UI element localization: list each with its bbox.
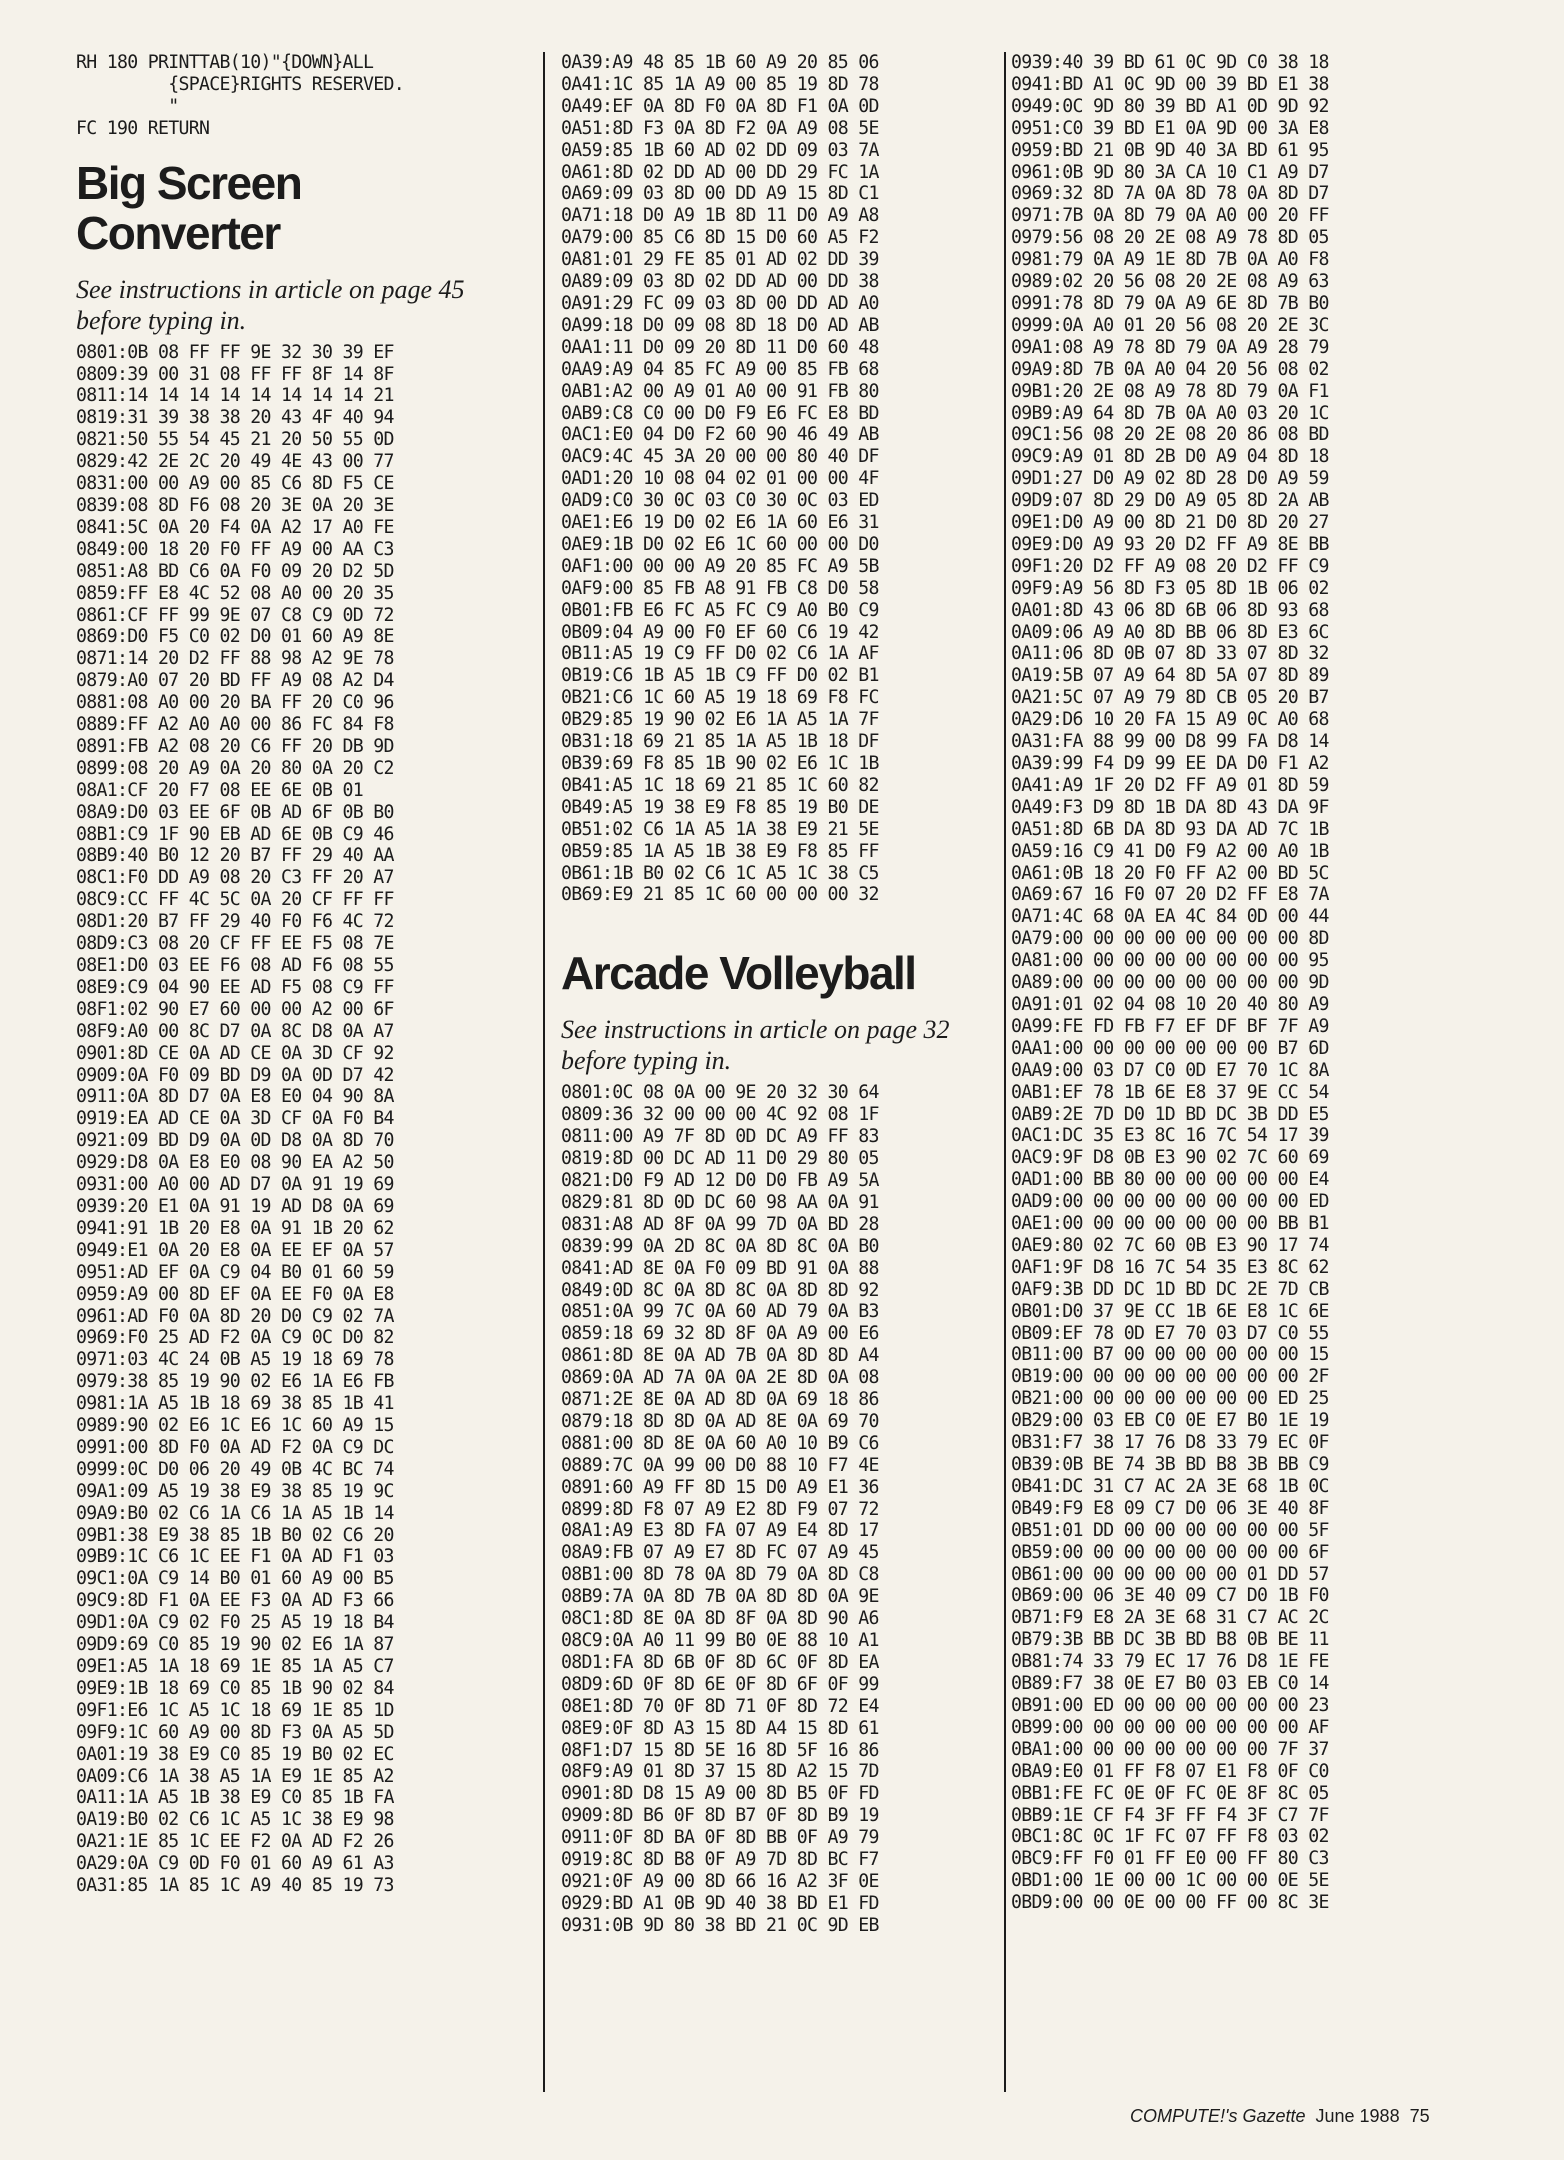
article-title-arcade-volleyball: Arcade Volleyball bbox=[561, 947, 916, 1000]
basic-listing-end: RH 180 PRINTTAB(10)"{DOWN}ALL {SPACE}RIGHTS RESERVED. " FC 190 RETURN bbox=[76, 52, 404, 139]
page-footer bbox=[1130, 2106, 1430, 2127]
hex-listing-big-screen-converter: 0801:0B 08 FF FF 9E 32 30 39 EF 0809:39 00 31 08 FF FF 8F 14 8F 0811:14 14 14 14 14 14 14 14 21 0819:31 39 38 38 20 43 4F 40 94 0821:50 55 54 45 21 20 50 55 0D 0829:42 2E 2C 20 49 4E 43 00 77 0831:00 00 A9 00 85 C6 8D F5 CE 0839:08 8D F6 08 20 3E 0A 20 3E 0841:5C 0A 20 F4 0A A2 17 A0 FE 0849:00 18 20 F0 FF A9 00 AA C3 0851:A8 BD C6 0A F0 09 20 D2 5D 0859:FF E8 4C 52 08 A0 00 20 35 0861:CF FF 99 9E 07 C8 C9 0D 72 0869:D0 F5 C0 02 D0 01 60 A9 8E 0871:14 20 D2 FF 88 98 A2 9E 78 0879:A0 07 20 BD FF A9 08 A2 D4 0881:08 A0 00 20 BA FF 20 C0 96 0889:FF A2 A0 A0 00 86 FC 84 F8 0891:FB A2 08 20 C6 FF 20 DB 9D 0899:08 20 A9 0A 20 80 0A 20 C2 08A1:CF 20 F7 08 EE 6E 0B 01 08A9:D0 03 EE 6F 0B AD 6F 0B B0 08B1:C9 1F 90 EB AD 6E 0B C9 46 08B9:40 B0 12 20 B7 FF 29 40 AA 08C1:F0 DD A9 08 20 C3 FF 20 A7 08C9:CC FF 4C 5C 0A 20 CF FF FF 08D1:20 B7 FF 29 40 F0 F6 4C 72 08D9:C3 08 20 CF FF EE F5 08 7E 08E1:D0 03 EE F6 08 AD F6 08 55 08E9:C9 04 90 EE AD F5 08 C9 FF 08F1:02 90 E7 60 00 00 A2 00 6F 08F9:A0 00 8C D7 0A 8C D8 0A A7 0901:8D CE 0A AD CE 0A 3D CF 92 0909:0A F0 09 BD D9 0A 0D D7 42 0911:0A 8D D7 0A E8 E0 04 90 8A 0919:EA AD CE 0A 3D CF 0A F0 B4 0921:09 BD D9 0A 0D D8 0A 8D 70 0929:D8 0A E8 E0 08 90 EA A2 50 0931:00 A0 00 AD D7 0A 91 19 69 0939:20 E1 0A 91 19 AD D8 0A 69 0941:91 1B 20 E8 0A 91 1B 20 62 0949:E1 0A 20 E8 0A EE EF 0A 57 0951:AD EF 0A C9 04 B0 01 60 59 0959:A9 00 8D EF 0A EE F0 0A E8 0961:AD F0 0A 8D 20 D0 C9 02 7A 0969:F0 25 AD F2 0A C9 0C D0 82 0971:03 4C 24 0B A5 19 18 69 78 0979:38 85 19 90 02 E6 1A E6 FB 0981:1A A5 1B 18 69 38 85 1B 41 0989:90 02 E6 1C E6 1C 60 A9 15 0991:00 8D F0 0A AD F2 0A C9 DC 0999:0C D0 06 20 49 0B 4C BC 74 09A1:09 A5 19 38 E9 38 85 19 9C 09A9:B0 02 C6 1A C6 1A A5 1B 14 09B1:38 E9 38 85 1B B0 02 C6 20 09B9:1C C6 1C EE F1 0A AD F1 03 09C1:0A C9 14 B0 01 60 A9 00 B5 09C9:8D F1 0A EE F3 0A AD F3 66 09D1:0A C9 02 F0 25 A5 19 18 B4 09D9:69 C0 85 19 90 02 E6 1A 87 09E1:A5 1A 18 69 1E 85 1A A5 C7 09E9:1B 18 69 C0 85 1B 90 02 84 09F1:E6 1C A5 1C 18 69 1E 85 1D 09F9:1C 60 A9 00 8D F3 0A A5 5D 0A01:19 38 E9 C0 85 19 B0 02 EC 0A09:C6 1A 38 A5 1A E9 1E 85 A2 0A11:1A A5 1B 38 E9 C0 85 1B FA 0A19:B0 02 C6 1C A5 1C 38 E9 98 0A21:1E 85 1C EE F2 0A AD F2 26 0A29:0A C9 0D F0 01 60 A9 61 A3 0A31:85 1A 85 1C A9 40 85 19 73 bbox=[76, 341, 394, 1897]
page-number: 75 bbox=[1409, 2106, 1430, 2126]
typing-instructions-note: See instructions in article on page 45 before typing in. bbox=[76, 274, 465, 335]
title-line-2: Converter bbox=[76, 206, 280, 259]
typing-instructions-note-2: See instructions in article on page 32 before typing in. bbox=[561, 1015, 950, 1076]
arcade-volleyball-section bbox=[561, 948, 1002, 1936]
column-rule-right bbox=[1004, 52, 1006, 2092]
article-title-big-screen-converter bbox=[76, 158, 528, 258]
column-1 bbox=[76, 52, 528, 1897]
column-2 bbox=[561, 52, 1002, 1937]
hex-listing-arcade-volleyball: 0801:0C 08 0A 00 9E 20 32 30 64 0809:36 32 00 00 00 4C 92 08 1F 0811:00 A9 7F 8D 0D DC A9 FF 83 0819:8D 00 DC AD 11 D0 29 80 05 0821:D0 F9 AD 12 D0 D0 FB A9 5A 0829:81 8D 0D DC 60 98 AA 0A 91 0831:A8 AD 8F 0A 99 7D 0A BD 28 0839:99 0A 2D 8C 0A 8D 8C 0A B0 0841:AD 8E 0A F0 09 BD 91 0A 88 0849:0D 8C 0A 8D 8C 0A 8D 8D 92 0851:0A 99 7C 0A 60 AD 79 0A B3 0859:18 69 32 8D 8F 0A A9 00 E6 0861:8D 8E 0A AD 7B 0A 8D 8D A4 0869:0A AD 7A 0A 0A 2E 8D 0A 08 0871:2E 8E 0A AD 8D 0A 69 18 86 0879:18 8D 8D 0A AD 8E 0A 69 70 0881:00 8D 8E 0A 60 A0 10 B9 C6 0889:7C 0A 99 00 D0 88 10 F7 4E 0891:60 A9 FF 8D 15 D0 A9 E1 36 0899:8D F8 07 A9 E2 8D F9 07 72 08A1:A9 E3 8D FA 07 A9 E4 8D 17 08A9:FB 07 A9 E7 8D FC 07 A9 45 08B1:00 8D 78 0A 8D 79 0A 8D C8 08B9:7A 0A 8D 7B 0A 8D 8D 0A 9E 08C1:8D 8E 0A 8D 8F 0A 8D 90 A6 08C9:0A A0 11 99 B0 0E 88 10 A1 08D1:FA 8D 6B 0F 8D 6C 0F 8D EA 08D9:6D 0F 8D 6E 0F 8D 6F 0F 99 08E1:8D 70 0F 8D 71 0F 8D 72 E4 08E9:0F 8D A3 15 8D A4 15 8D 61 08F1:D7 15 8D 5E 16 8D 5F 16 86 08F9:A9 01 8D 37 15 8D A2 15 7D 0901:8D D8 15 A9 00 8D B5 0F FD 0909:8D B6 0F 8D B7 0F 8D B9 19 0911:0F 8D BA 0F 8D BB 0F A9 79 0919:8C 8D B8 0F A9 7D 8D BC F7 0921:0F A9 00 8D 66 16 A2 3F 0E 0929:BD A1 0B 9D 40 38 BD E1 FD 0931:0B 9D 80 38 BD 21 0C 9D EB bbox=[561, 1082, 879, 1936]
title-line-1: Big Screen bbox=[76, 156, 302, 209]
issue-date: June 1988 bbox=[1315, 2106, 1400, 2126]
column-rule-left bbox=[543, 52, 545, 2092]
publication-name: COMPUTE!'s Gazette bbox=[1130, 2106, 1306, 2126]
column-3 bbox=[1011, 52, 1501, 1914]
hex-listing-big-screen-converter-cont: 0A39:A9 48 85 1B 60 A9 20 85 06 0A41:1C 85 1A A9 00 85 19 8D 78 0A49:EF 0A 8D F0 0A 8D F1 0A 0D 0A51:8D F3 0A 8D F2 0A A9 08 5E 0A59:85 1B 60 AD 02 DD 09 03 7A 0A61:8D 02 DD AD 00 DD 29 FC 1A 0A69:09 03 8D 00 DD A9 15 8D C1 0A71:18 D0 A9 1B 8D 11 D0 A9 A8 0A79:00 85 C6 8D 15 D0 60 A5 F2 0A81:01 29 FE 85 01 AD 02 DD 39 0A89:09 03 8D 02 DD AD 00 DD 38 0A91:29 FC 09 03 8D 00 DD AD A0 0A99:18 D0 09 08 8D 18 D0 AD AB 0AA1:11 D0 09 20 8D 11 D0 60 48 0AA9:A9 04 85 FC A9 00 85 FB 68 0AB1:A2 00 A9 01 A0 00 91 FB 80 0AB9:C8 C0 00 D0 F9 E6 FC E8 BD 0AC1:E0 04 D0 F2 60 90 46 49 AB 0AC9:4C 45 3A 20 00 00 80 40 DF 0AD1:20 10 08 04 02 01 00 00 4F 0AD9:C0 30 0C 03 C0 30 0C 03 ED 0AE1:E6 19 D0 02 E6 1A 60 E6 31 0AE9:1B D0 02 E6 1C 60 00 00 D0 0AF1:00 00 00 A9 20 85 FC A9 5B 0AF9:00 85 FB A8 91 FB C8 D0 58 0B01:FB E6 FC A5 FC C9 A0 B0 C9 0B09:04 A9 00 F0 EF 60 C6 19 42 0B11:A5 19 C9 FF D0 02 C6 1A AF 0B19:C6 1B A5 1B C9 FF D0 02 B1 0B21:C6 1C 60 A5 19 18 69 F8 FC 0B29:85 19 90 02 E6 1A A5 1A 7F 0B31:18 69 21 85 1A A5 1B 18 DF 0B39:69 F8 85 1B 90 02 E6 1C 1B 0B41:A5 1C 18 69 21 85 1C 60 82 0B49:A5 19 38 E9 F8 85 19 B0 DE 0B51:02 C6 1A A5 1A 38 E9 21 5E 0B59:85 1A A5 1B 38 E9 F8 85 FF 0B61:1B B0 02 C6 1C A5 1C 38 C5 0B69:E9 21 85 1C 60 00 00 00 32 bbox=[561, 52, 879, 906]
hex-listing-arcade-volleyball-cont: 0939:40 39 BD 61 0C 9D C0 38 18 0941:BD A1 0C 9D 00 39 BD E1 38 0949:0C 9D 80 39 BD A1 0D 9D 92 0951:C0 39 BD E1 0A 9D 00 3A E8 0959:BD 21 0B 9D 40 3A BD 61 95 0961:0B 9D 80 3A CA 10 C1 A9 D7 0969:32 8D 7A 0A 8D 78 0A 8D D7 0971:7B 0A 8D 79 0A A0 00 20 FF 0979:56 08 20 2E 08 A9 78 8D 05 0981:79 0A A9 1E 8D 7B 0A A0 F8 0989:02 20 56 08 20 2E 08 A9 63 0991:78 8D 79 0A A9 6E 8D 7B B0 0999:0A A0 01 20 56 08 20 2E 3C 09A1:08 A9 78 8D 79 0A A9 28 79 09A9:8D 7B 0A A0 04 20 56 08 02 09B1:20 2E 08 A9 78 8D 79 0A F1 09B9:A9 64 8D 7B 0A A0 03 20 1C 09C1:56 08 20 2E 08 20 86 08 BD 09C9:A9 01 8D 2B D0 A9 04 8D 18 09D1:27 D0 A9 02 8D 28 D0 A9 59 09D9:07 8D 29 D0 A9 05 8D 2A AB 09E1:D0 A9 00 8D 21 D0 8D 20 27 09E9:D0 A9 93 20 D2 FF A9 8E BB 09F1:20 D2 FF A9 08 20 D2 FF C9 09F9:A9 56 8D F3 05 8D 1B 06 02 0A01:8D 43 06 8D 6B 06 8D 93 68 0A09:06 A9 A0 8D BB 06 8D E3 6C 0A11:06 8D 0B 07 8D 33 07 8D 32 0A19:5B 07 A9 64 8D 5A 07 8D 89 0A21:5C 07 A9 79 8D CB 05 20 B7 0A29:D6 10 20 FA 15 A9 0C A0 68 0A31:FA 88 99 00 D8 99 FA D8 14 0A39:99 F4 D9 99 EE DA D0 F1 A2 0A41:A9 1F 20 D2 FF A9 01 8D 59 0A49:F3 D9 8D 1B DA 8D 43 DA 9F 0A51:8D 6B DA 8D 93 DA AD 7C 1B 0A59:16 C9 41 D0 F9 A2 00 A0 1B 0A61:0B 18 20 F0 FF A2 00 BD 5C 0A69:67 16 F0 07 20 D2 FF E8 7A 0A71:4C 68 0A EA 4C 84 0D 00 44 0A79:00 00 00 00 00 00 00 00 8D 0A81:00 00 00 00 00 00 00 00 95 0A89:00 00 00 00 00 00 00 00 9D 0A91:01 02 04 08 10 20 40 80 A9 0A99:FE FD FB F7 EF DF BF 7F A9 0AA1:00 00 00 00 00 00 00 B7 6D 0AA9:00 03 D7 C0 0D E7 70 1C 8A 0AB1:EF 78 1B 6E E8 37 9E CC 54 0AB9:2E 7D D0 1D BD DC 3B DD E5 0AC1:DC 35 E3 8C 16 7C 54 17 39 0AC9:9F D8 0B E3 90 02 7C 60 69 0AD1:00 BB 80 00 00 00 00 00 E4 0AD9:00 00 00 00 00 00 00 00 ED 0AE1:00 00 00 00 00 00 00 BB B1 0AE9:80 02 7C 60 0B E3 90 17 74 0AF1:9F D8 16 7C 54 35 E3 8C 62 0AF9:3B DD DC 1D BD DC 2E 7D CB 0B01:D0 37 9E CC 1B 6E E8 1C 6E 0B09:EF 78 0D E7 70 03 D7 C0 55 0B11:00 B7 00 00 00 00 00 00 15 0B19:00 00 00 00 00 00 00 00 2F 0B21:00 00 00 00 00 00 00 ED 25 0B29:00 03 EB C0 0E E7 B0 1E 19 0B31:F7 38 17 76 D8 33 79 EC 0F 0B39:0B BE 74 3B BD B8 3B BB C9 0B41:DC 31 C7 AC 2A 3E 68 1B 0C 0B49:F9 E8 09 C7 D0 06 3E 40 8F 0B51:01 DD 00 00 00 00 00 00 5F 0B59:00 00 00 00 00 00 00 00 6F 0B61:00 00 00 00 00 00 01 DD 57 0B69:00 06 3E 40 09 C7 D0 1B F0 0B71:F9 E8 2A 3E 68 31 C7 AC 2C 0B79:3B BB DC 3B BD B8 0B BE 11 0B81:74 33 79 EC 17 76 D8 1E FE 0B89:F7 38 0E E7 B0 03 EB C0 14 0B91:00 ED 00 00 00 00 00 00 23 0B99:00 00 00 00 00 00 00 00 AF 0BA1:00 00 00 00 00 00 00 7F 37 0BA9:E0 01 FF F8 07 E1 F8 0F C0 0BB1:FE FC 0E 0F FC 0E 8F 8C 05 0BB9:1E CF F4 3F FF F4 3F C7 7F 0BC1:8C 0C 1F FC 07 FF F8 03 02 0BC9:FF F0 01 FF E0 00 FF 80 C3 0BD1:00 1E 00 00 1C 00 00 0E 5E 0BD9:00 00 0E 00 00 FF 00 8C 3E bbox=[1011, 52, 1329, 1914]
